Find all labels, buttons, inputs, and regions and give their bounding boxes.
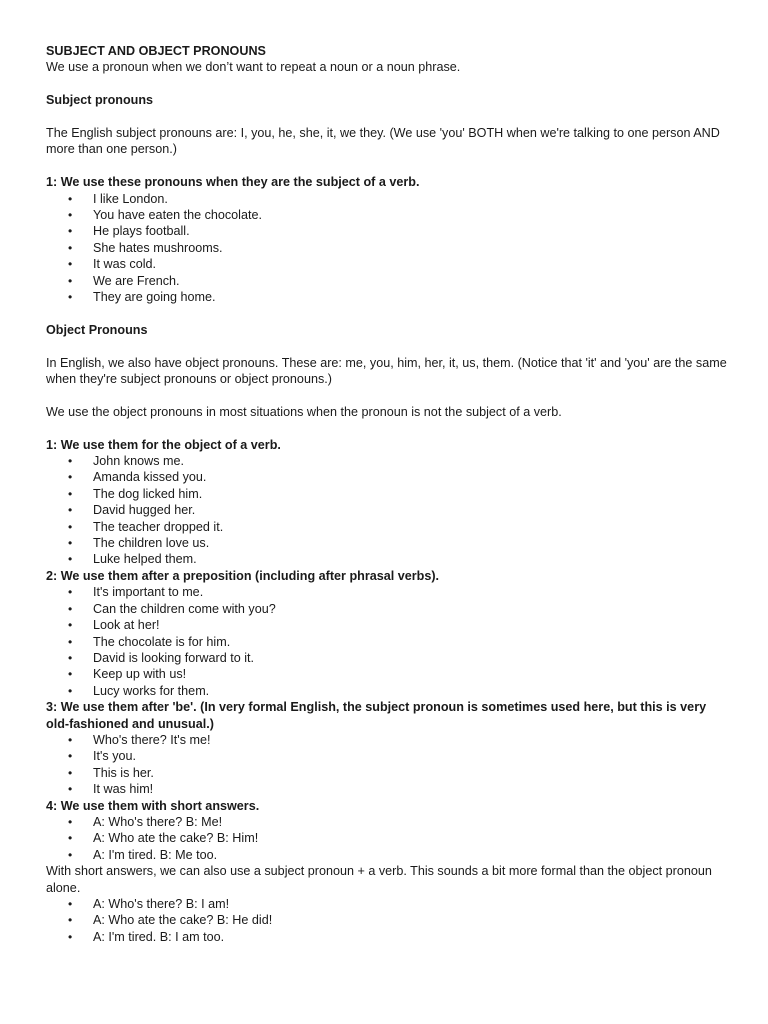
intro-paragraph: We use a pronoun when we don’t want to repeat a noun or a noun phrase. xyxy=(46,60,461,75)
bullet-icon: • xyxy=(68,667,73,682)
list-item xyxy=(46,551,728,567)
list-item xyxy=(46,765,728,781)
bullet-icon: • xyxy=(68,240,73,255)
bullet-icon: • xyxy=(68,290,73,305)
list-item xyxy=(46,502,728,518)
list-item xyxy=(46,601,728,617)
bullet-icon: • xyxy=(68,650,73,665)
list-item-text: Can the children come with you? xyxy=(93,601,276,616)
list-item xyxy=(46,732,728,748)
list-item xyxy=(46,289,728,305)
bullet-icon: • xyxy=(68,257,73,272)
bullet-icon: • xyxy=(68,519,73,534)
subject-description: The English subject pronouns are: I, you, he, she, it, we they. (We use 'you' BOTH when we're talking to one person AND more than one person.) xyxy=(46,126,720,157)
bullet-icon: • xyxy=(68,634,73,649)
short-answer-note: With short answers, we can also use a subject pronoun + a verb. This sounds a bit more formal than the object pronoun alone. xyxy=(46,864,712,895)
list-item-text: It was him! xyxy=(93,782,154,797)
list-item xyxy=(46,748,728,764)
list-item xyxy=(46,830,728,846)
list-item-text: A: Who ate the cake? B: He did! xyxy=(93,913,273,928)
list-item-text: I like London. xyxy=(93,191,168,206)
list-item-text: The children love us. xyxy=(93,536,210,551)
list-item xyxy=(46,256,728,272)
bullet-icon: • xyxy=(68,486,73,501)
bullet-icon: • xyxy=(68,913,73,928)
spacer xyxy=(46,76,728,92)
list-item-text: We are French. xyxy=(93,273,180,288)
list-item-text: A: Who's there? B: I am! xyxy=(93,897,230,912)
list-item-text: This is her. xyxy=(93,765,154,780)
list-item xyxy=(46,191,728,207)
spacer xyxy=(46,109,728,125)
object-rule-2: 2: We use them after a preposition (including after phrasal verbs). xyxy=(46,568,440,583)
list-item-text: It's important to me. xyxy=(93,585,204,600)
list-item xyxy=(46,847,728,863)
bullet-icon: • xyxy=(68,618,73,633)
bullet-icon: • xyxy=(68,273,73,288)
bullet-icon: • xyxy=(68,897,73,912)
list-item-text: Amanda kissed you. xyxy=(93,470,207,485)
list-item-text: It's you. xyxy=(93,749,137,764)
spacer xyxy=(46,338,728,354)
document-title: SUBJECT AND OBJECT PRONOUNS xyxy=(46,44,266,58)
bullet-icon: • xyxy=(68,765,73,780)
object-usage: We use the object pronouns in most situations when the pronoun is not the subject of a verb. xyxy=(46,404,562,419)
list-item-text: The teacher dropped it. xyxy=(93,519,224,534)
list-item xyxy=(46,486,728,502)
object-rule-4: 4: We use them with short answers. xyxy=(46,798,260,813)
spacer xyxy=(46,158,728,174)
bullet-icon: • xyxy=(68,814,73,829)
list-item xyxy=(46,896,728,912)
object-rule-3: 3: We use them after 'be'. (In very formal English, the subject pronoun is sometimes used here, but this is very old-fashioned and unusual.) xyxy=(46,700,707,731)
bullet-icon: • xyxy=(68,749,73,764)
short-answer-list xyxy=(46,896,728,945)
list-item xyxy=(46,683,728,699)
bullet-icon: • xyxy=(68,683,73,698)
bullet-icon: • xyxy=(68,503,73,518)
list-item-text: David is looking forward to it. xyxy=(93,650,254,665)
list-item-text: Keep up with us! xyxy=(93,667,187,682)
list-item-text: Luke helped them. xyxy=(93,552,197,567)
list-item-text: Look at her! xyxy=(93,618,160,633)
list-item-text: You have eaten the chocolate. xyxy=(93,208,262,223)
list-item xyxy=(46,634,728,650)
object-rule-1-list xyxy=(46,453,728,568)
list-item xyxy=(46,814,728,830)
list-item-text: They are going home. xyxy=(93,290,216,305)
list-item-text: David hugged her. xyxy=(93,503,196,518)
list-item xyxy=(46,666,728,682)
bullet-icon: • xyxy=(68,552,73,567)
list-item-text: He plays football. xyxy=(93,224,190,239)
bullet-icon: • xyxy=(68,847,73,862)
bullet-icon: • xyxy=(68,601,73,616)
bullet-icon: • xyxy=(68,454,73,469)
bullet-icon: • xyxy=(68,929,73,944)
list-item xyxy=(46,207,728,223)
list-item xyxy=(46,535,728,551)
list-item-text: A: I'm tired. B: Me too. xyxy=(93,847,218,862)
list-item xyxy=(46,453,728,469)
object-description: In English, we also have object pronouns. These are: me, you, him, her, it, us, them. (Notice that 'it' and 'you' are the same when they're subject pronouns or object pronouns.) xyxy=(46,355,727,387)
list-item xyxy=(46,519,728,535)
list-item-text: John knows me. xyxy=(93,454,184,469)
subject-rule-1-list xyxy=(46,191,728,306)
list-item-text: She hates mushrooms. xyxy=(93,240,223,255)
bullet-icon: • xyxy=(68,536,73,551)
list-item xyxy=(46,617,728,633)
list-item xyxy=(46,223,728,239)
bullet-icon: • xyxy=(68,208,73,223)
list-item xyxy=(46,273,728,289)
bullet-icon: • xyxy=(68,585,73,600)
list-item xyxy=(46,240,728,256)
list-item-text: A: I'm tired. B: I am too. xyxy=(93,929,225,944)
object-rule-2-list xyxy=(46,584,728,699)
object-heading: Object Pronouns xyxy=(46,322,148,337)
list-item-text: It was cold. xyxy=(93,257,156,272)
bullet-icon: • xyxy=(68,470,73,485)
list-item-text: The chocolate is for him. xyxy=(93,634,231,649)
spacer xyxy=(46,305,728,321)
list-item xyxy=(46,650,728,666)
list-item xyxy=(46,584,728,600)
bullet-icon: • xyxy=(68,732,73,747)
object-rule-1: 1: We use them for the object of a verb. xyxy=(46,437,281,452)
list-item-text: The dog licked him. xyxy=(93,486,203,501)
subject-rule-1: 1: We use these pronouns when they are the subject of a verb. xyxy=(46,175,420,190)
spacer xyxy=(46,387,728,403)
list-item xyxy=(46,912,728,928)
list-item-text: Who's there? It's me! xyxy=(93,732,211,747)
subject-heading: Subject pronouns xyxy=(46,93,154,108)
bullet-icon: • xyxy=(68,191,73,206)
list-item-text: Lucy works for them. xyxy=(93,683,210,698)
bullet-icon: • xyxy=(68,831,73,846)
list-item-text: A: Who ate the cake? B: Him! xyxy=(93,831,259,846)
object-rule-3-list xyxy=(46,732,728,798)
list-item xyxy=(46,781,728,797)
list-item xyxy=(46,929,728,945)
bullet-icon: • xyxy=(68,224,73,239)
list-item-text: A: Who's there? B: Me! xyxy=(93,814,223,829)
object-rule-4-list xyxy=(46,814,728,863)
bullet-icon: • xyxy=(68,782,73,797)
spacer xyxy=(46,420,728,436)
list-item xyxy=(46,469,728,485)
